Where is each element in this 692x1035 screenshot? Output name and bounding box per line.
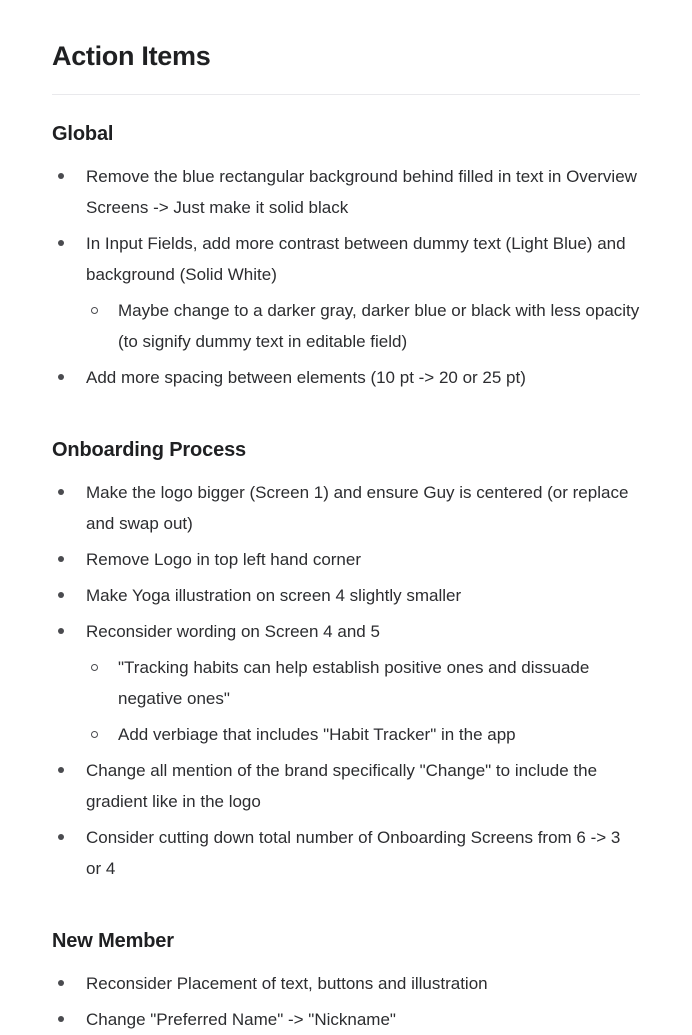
bullet-disc-icon (58, 767, 64, 773)
bullet-disc-icon (58, 374, 64, 380)
sections-container (52, 121, 640, 1035)
bullet-disc-icon (58, 556, 64, 562)
bullet-disc-icon (58, 834, 64, 840)
sub-bullet-item (86, 719, 640, 750)
bullet-item (52, 580, 640, 611)
bullet-list (52, 968, 640, 1035)
bullet-text: Remove Logo in top left hand corner (86, 549, 362, 569)
bullet-disc-icon (58, 489, 64, 495)
bullet-disc-icon (58, 592, 64, 598)
bullet-item (52, 755, 640, 817)
bullet-text: Remove the blue rectangular background behind filled in text in Overview Screens -> Just make it solid black (86, 166, 637, 217)
bullet-disc-icon (58, 1016, 64, 1022)
sub-bullet-list (86, 652, 640, 750)
bullet-item (52, 477, 640, 539)
section (52, 437, 640, 884)
bullet-disc-icon (58, 173, 64, 179)
bullet-text: Change "Preferred Name" -> "Nickname" (86, 1009, 396, 1029)
bullet-text: Reconsider Placement of text, buttons and illustration (86, 973, 488, 993)
section-heading: New Member (52, 929, 174, 952)
bullet-text: Make the logo bigger (Screen 1) and ensure Guy is centered (or replace and swap out) (86, 482, 629, 533)
bullet-item (52, 544, 640, 575)
bullet-item (52, 616, 640, 750)
bullet-text: Change all mention of the brand specifically "Change" to include the gradient like in the logo (86, 760, 598, 811)
bullet-ring-icon (91, 307, 98, 314)
bullet-item (52, 1004, 640, 1035)
bullet-text: In Input Fields, add more contrast between dummy text (Light Blue) and background (Solid White) (86, 233, 626, 284)
sub-bullet-item (86, 295, 640, 357)
sub-bullet-text: "Tracking habits can help establish positive ones and dissuade negative ones" (118, 657, 590, 708)
bullet-text: Reconsider wording on Screen 4 and 5 (86, 621, 380, 641)
bullet-ring-icon (91, 664, 98, 671)
page-title: Action Items (52, 41, 211, 71)
bullet-disc-icon (58, 628, 64, 634)
section-heading: Onboarding Process (52, 438, 247, 461)
bullet-list (52, 477, 640, 884)
bullet-disc-icon (58, 240, 64, 246)
bullet-text: Add more spacing between elements (10 pt -> 20 or 25 pt) (86, 367, 526, 387)
bullet-text: Make Yoga illustration on screen 4 slightly smaller (86, 585, 462, 605)
sub-bullet-text: Maybe change to a darker gray, darker blue or black with less opacity (to signify dummy text in editable field) (118, 300, 640, 351)
title-divider (52, 94, 640, 95)
bullet-text: Consider cutting down total number of Onboarding Screens from 6 -> 3 or 4 (86, 827, 621, 878)
sub-bullet-item (86, 652, 640, 714)
bullet-item (52, 968, 640, 999)
bullet-item (52, 161, 640, 223)
sub-bullet-text: Add verbiage that includes "Habit Tracker" in the app (118, 724, 516, 744)
section (52, 928, 640, 1035)
section (52, 121, 640, 393)
bullet-ring-icon (91, 731, 98, 738)
bullet-list (52, 161, 640, 393)
bullet-item (52, 228, 640, 357)
section-heading: Global (52, 122, 114, 145)
sub-bullet-list (86, 295, 640, 357)
bullet-item (52, 362, 640, 393)
bullet-disc-icon (58, 980, 64, 986)
bullet-item (52, 822, 640, 884)
